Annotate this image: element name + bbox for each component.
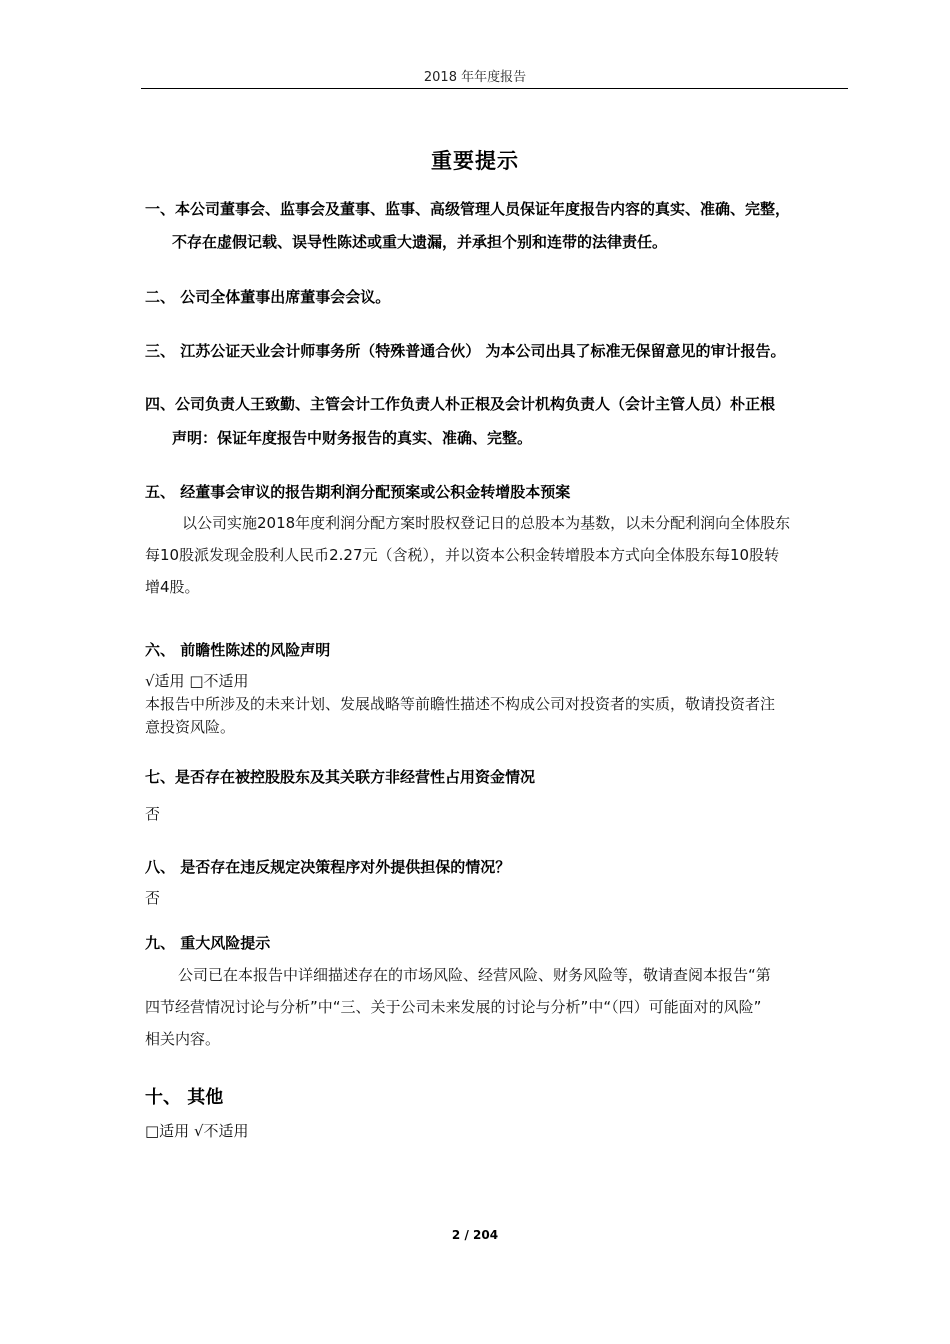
item-one-line2: 不存在虚假记载、误导性陈述或重大遗漏，并承担个别和连带的法律责任。 <box>172 233 668 251</box>
item-four-line1: 四、公司负责人王致勤、主管会计工作负责人朴正根及会计机构负责人（会计主管人员）朴正根 <box>145 395 776 413</box>
page-number: 2 / 204 <box>451 1228 499 1242</box>
header-rule <box>141 88 848 89</box>
item-ten-heading: 十、 其他 <box>145 1087 224 1108</box>
item-six-para-line2: 意投资风险。 <box>145 718 236 736</box>
item-seven-answer: 否 <box>145 805 161 823</box>
item-five-heading: 五、 经董事会审议的报告期利润分配预案或公积金转增股本预案 <box>145 483 571 501</box>
item-nine-heading: 九、 重大风险提示 <box>145 934 271 952</box>
item-five-para-line1: 以公司实施2018年度利润分配方案时股权登记日的总股本为基数，以未分配利润向全体股东 <box>182 514 791 532</box>
item-five-para-line2: 每10股派发现金股利人民币2.27元（含税），并以资本公积金转增股本方式向全体股东每10股转 <box>145 546 780 564</box>
page-title: 重要提示 <box>431 149 519 173</box>
item-six-options: √适用 □不适用 <box>145 672 249 690</box>
item-one-line1: 一、本公司董事会、监事会及董事、监事、高级管理人员保证年度报告内容的真实、准确、完整， <box>145 200 791 218</box>
item-nine-para-line3: 相关内容。 <box>145 1030 221 1048</box>
item-ten-options: □适用 √不适用 <box>145 1122 249 1140</box>
item-nine-para-line1: 公司已在本报告中详细描述存在的市场风险、经营风险、财务风险等，敬请查阅本报告“第 <box>178 966 771 984</box>
item-six-para-line1: 本报告中所涉及的未来计划、发展战略等前瞻性描述不构成公司对投资者的实质，敬请投资者注 <box>145 695 776 713</box>
item-three: 三、 江苏公证天业会计师事务所（特殊普通合伙） 为本公司出具了标准无保留意见的审计报告。 <box>145 342 786 360</box>
item-eight-heading: 八、 是否存在违反规定决策程序对外提供担保的情况？ <box>145 858 511 876</box>
item-five-para-line3: 增4股。 <box>145 578 200 596</box>
item-eight-answer: 否 <box>145 889 161 907</box>
item-four-line2: 声明：保证年度报告中财务报告的真实、准确、完整。 <box>172 429 533 447</box>
item-six-heading: 六、 前瞻性陈述的风险声明 <box>145 641 331 659</box>
item-nine-para-line2: 四节经营情况讨论与分析”中“三、关于公司未来发展的讨论与分析”中“（四）可能面对的风险” <box>145 998 762 1016</box>
page-header: 2018 年年度报告 <box>423 70 527 85</box>
item-two: 二、 公司全体董事出席董事会会议。 <box>145 288 391 306</box>
item-seven-heading: 七、是否存在被控股股东及其关联方非经营性占用资金情况 <box>145 768 536 786</box>
